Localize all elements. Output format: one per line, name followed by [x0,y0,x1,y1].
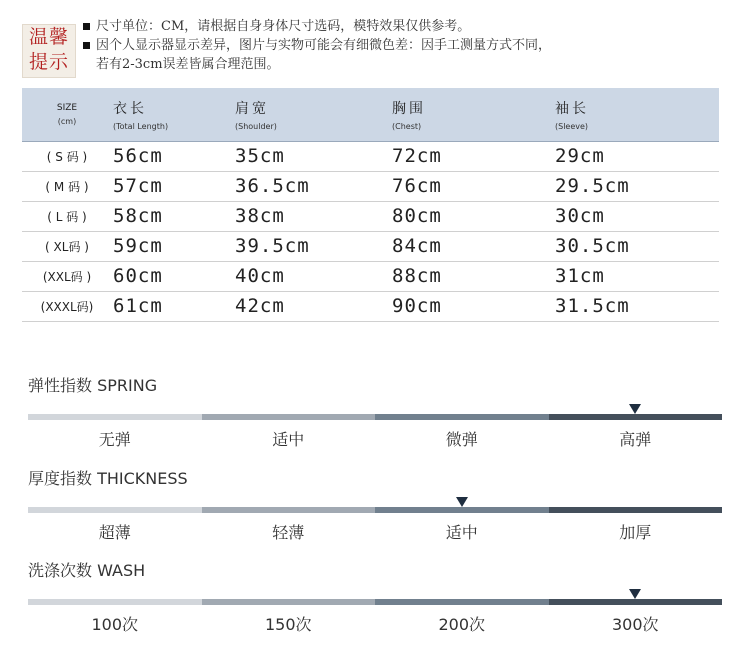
size-table-header [22,88,719,141]
scale-segment [549,599,723,605]
length-value: 60cm [113,265,163,287]
spring-scale-bar [28,414,722,420]
scale-segment [375,599,549,605]
header-size-unit: (cm) [57,116,77,126]
size-label: ( M 码 ) [45,179,89,194]
shoulder-value: 38cm [235,205,285,227]
scale-label: 微弹 [445,430,478,449]
shoulder-value: 35cm [234,141,391,171]
thickness-scale-labels [28,520,722,543]
table-row [22,171,719,201]
header-sleeve-en: (Sleeve) [555,121,589,131]
length-value: 58cm [113,205,163,227]
sleeve-value: 30.5cm [555,235,630,257]
chest-value: 84cm [392,235,442,257]
sleeve-value: 29cm [554,141,719,171]
size-label: ( XL码 ) [45,239,89,254]
tip-badge [22,24,76,78]
size-label: ( S 码 ) [22,141,112,171]
spring-scale-labels [28,427,722,450]
header-shoulder [234,88,391,141]
header-sleeve-cn: 袖长 [555,100,589,117]
note-unit: 尺寸单位：CM，请根据自身身体尺寸选码，模特效果仅供参考。 [82,17,742,36]
note-tolerance: 若有2-3cm误差皆属合理范围。 [96,57,280,72]
scale-segment [375,507,549,513]
scale-segment [375,414,549,420]
wash-marker-icon [629,589,641,599]
sleeve-value: 31cm [555,265,605,287]
scale-label: 200次 [438,615,486,634]
size-label: (XXXL码) [40,299,94,314]
chest-value: 80cm [392,205,442,227]
scale-label: 超薄 [98,523,131,542]
header-length [112,88,234,141]
spring-marker-icon [629,404,641,414]
header-chest [391,88,554,141]
chest-value: 72cm [391,141,554,171]
sleeve-value: 29.5cm [555,175,630,197]
wash-scale-title: 洗涤次数 WASH [28,561,146,580]
scale-label: 加厚 [619,523,652,542]
thickness-scale-bar [28,507,722,513]
thickness-marker-icon [456,497,468,507]
length-value: 56cm [112,141,234,171]
header-length-cn: 衣长 [113,100,147,117]
scale-segment [202,599,376,605]
scale-segment [202,414,376,420]
header-chest-cn: 胸围 [392,100,426,117]
scale-label: 高弹 [619,430,652,449]
spring-scale-title: 弹性指数 SPRING [28,376,158,395]
wash-scale-bar [28,599,722,605]
scale-label: 适中 [445,523,478,542]
tip-line-2: 提示 [28,51,69,73]
shoulder-value: 39.5cm [235,235,310,257]
scale-segment [28,507,202,513]
header-length-en: (Total Length) [113,121,169,131]
notes [82,17,742,74]
length-value: 61cm [113,295,163,317]
header-shoulder-en: (Shoulder) [235,121,277,131]
table-row [22,201,719,231]
table-row [22,261,719,291]
table-row [22,291,719,321]
table-row [22,141,719,171]
header-shoulder-cn: 肩宽 [235,100,269,117]
sleeve-value: 31.5cm [555,295,630,317]
scale-label: 100次 [91,615,139,634]
scale-segment [28,599,202,605]
shoulder-value: 36.5cm [235,175,310,197]
length-value: 59cm [113,235,163,257]
note-color-difference: 因个人显示器显示差异，图片与实物可能会有细微色差：因手工测量方式不同， [82,36,742,55]
scale-segment [549,414,723,420]
table-row [22,231,719,261]
size-label: ( L 码 ) [47,209,87,224]
chest-value: 90cm [392,295,442,317]
header-size [22,88,112,141]
scale-label: 轻薄 [272,523,305,542]
scale-label: 300次 [611,615,659,634]
chest-value: 76cm [392,175,442,197]
scale-label: 无弹 [98,430,131,449]
scale-segment [549,507,723,513]
header-sleeve [554,88,719,141]
scale-label: 适中 [272,430,305,449]
shoulder-value: 40cm [235,265,285,287]
scale-segment [202,507,376,513]
scale-label: 150次 [264,615,312,634]
scale-segment [28,414,202,420]
header-size-label: SIZE [56,102,78,113]
wash-scale-labels [28,612,722,635]
header-chest-en: (Chest) [392,121,422,131]
shoulder-value: 42cm [235,295,285,317]
sleeve-value: 30cm [555,205,605,227]
chest-value: 88cm [392,265,442,287]
tip-line-1: 温馨 [28,26,69,48]
size-label: (XXL码 ) [42,269,92,284]
thickness-scale-title: 厚度指数 THICKNESS [28,469,188,488]
length-value: 57cm [113,175,163,197]
size-table [22,88,719,322]
